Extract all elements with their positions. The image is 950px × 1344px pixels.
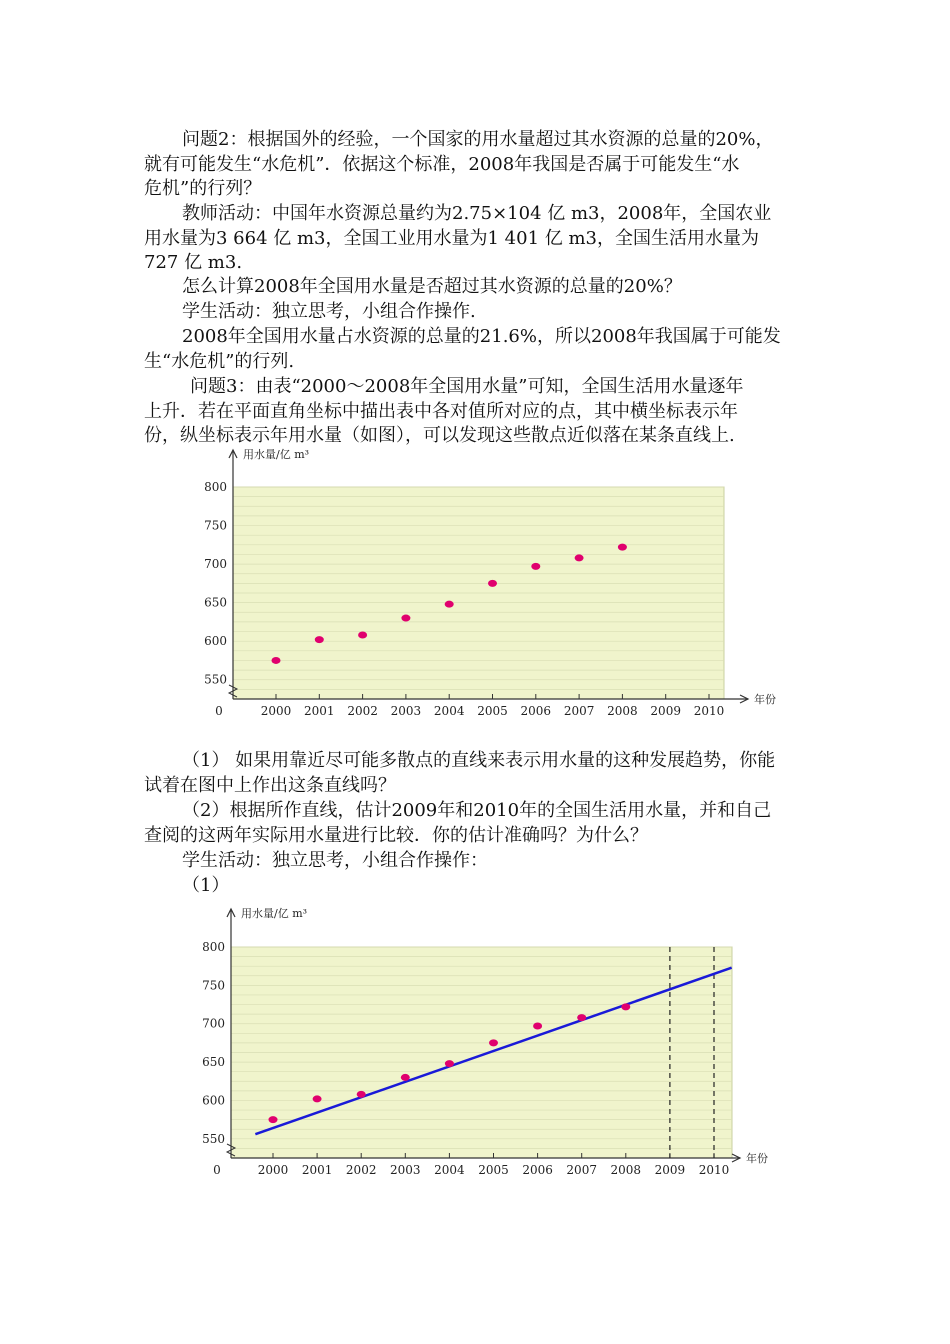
- how-to-compute: [144, 275, 806, 300]
- y-tick-label: 650: [204, 595, 227, 610]
- data-point: [577, 1014, 586, 1021]
- data-point: [445, 1060, 454, 1067]
- x-tick-label: 2005: [477, 704, 508, 718]
- x-tick-label: 2007: [563, 704, 595, 718]
- x-tick-label: 2004: [433, 704, 465, 718]
- x-tick-label: 2009: [650, 704, 681, 718]
- text-line: （1）: [182, 875, 230, 896]
- answer-label-1: [144, 874, 806, 899]
- data-point: [618, 544, 627, 551]
- y-tick-label: 750: [204, 518, 227, 533]
- x-tick-label: 2002: [345, 1163, 377, 1177]
- data-point: [489, 1039, 498, 1046]
- x-tick-label: 2000: [257, 1163, 289, 1177]
- x-tick-label: 2006: [522, 1163, 553, 1177]
- scatter-chart-water-usage: [200, 446, 780, 726]
- y-axis-title: 用水量/亿 m³: [243, 448, 310, 461]
- y-tick-label: 600: [204, 634, 227, 649]
- data-point: [401, 615, 410, 622]
- x-tick-label: 2001: [301, 1163, 333, 1177]
- x-tick-label: 2008: [607, 704, 638, 718]
- text-line: 学生活动：独立思考，小组合作操作：: [182, 850, 488, 871]
- x-tick-label: 2003: [390, 704, 422, 718]
- sub-question-2: [144, 799, 806, 848]
- data-point: [533, 1023, 542, 1030]
- text-line: 危机”的行列？: [144, 178, 262, 199]
- data-point: [358, 632, 367, 639]
- x-tick-label: 2006: [520, 704, 552, 718]
- text-line: （2）根据所作直线，估计2009年和2010年的全国生活用水量，并和自己: [182, 800, 772, 821]
- origin-label: 0: [213, 1163, 221, 1177]
- text-line: 用水量为3 664 亿 m3，全国工业用水量为1 401 亿 m3，全国生活用水量为: [144, 227, 759, 249]
- text-line: 问题2：根据国外的经验，一个国家的用水量超过其水资源的总量的20%，: [182, 129, 774, 150]
- data-point: [445, 601, 454, 608]
- scatter-chart-with-trend-line: [200, 905, 780, 1185]
- data-point: [488, 580, 497, 587]
- text-line: 问题3：由表“2000～2008年全国用水量”可知，全国生活用水量逐年: [190, 376, 744, 397]
- data-point: [315, 636, 324, 643]
- text-line: 查阅的这两年实际用水量进行比较．你的估计准确吗？为什么？: [144, 824, 648, 846]
- x-tick-label: 2008: [610, 1163, 642, 1177]
- data-point: [575, 554, 584, 561]
- student-activity-1: [144, 300, 806, 325]
- text-line: 生“水危机”的行列.: [144, 350, 295, 372]
- text-line: 2008年全国用水量占水资源的总量的21.6%，所以2008年我国属于可能发: [182, 326, 781, 347]
- y-tick-label: 700: [202, 1016, 225, 1031]
- y-tick-label: 700: [204, 557, 227, 572]
- y-tick-label: 650: [202, 1055, 225, 1070]
- question-3: [144, 375, 806, 449]
- x-tick-label: 2010: [698, 1163, 730, 1177]
- text-line: 学生活动：独立思考，小组合作操作.: [182, 301, 476, 322]
- answer-paragraph: [144, 325, 806, 374]
- data-point: [272, 657, 281, 664]
- x-tick-label: 2001: [304, 704, 335, 718]
- question-2: [144, 128, 806, 202]
- data-point: [313, 1095, 322, 1102]
- text-line: 试着在图中上作出这条直线吗？: [144, 774, 396, 796]
- text-line: 就有可能发生“水危机”．依据这个标准，2008年我国是否属于可能发生“水: [144, 153, 740, 175]
- y-tick-label: 800: [202, 940, 225, 954]
- x-tick-label: 2005: [478, 1163, 509, 1177]
- x-tick-label: 2002: [347, 704, 378, 718]
- text-line: 上升．若在平面直角坐标中描出表中各对值所对应的点，其中横坐标表示年: [144, 400, 738, 422]
- data-point: [357, 1091, 366, 1098]
- y-tick-label: 600: [202, 1093, 225, 1108]
- text-line: 份，纵坐标表示年用水量（如图），可以发现这些散点近似落在某条直线上.: [144, 425, 735, 446]
- student-activity-2: [144, 849, 806, 874]
- text-line: 教师活动：中国年水资源总量约为2.75×104 亿 m3，2008年，全国农业: [182, 203, 772, 224]
- data-point: [621, 1003, 630, 1010]
- data-point: [269, 1116, 278, 1123]
- text-line: 727 亿 m3.: [144, 252, 243, 273]
- text-line: （1） 如果用靠近尽可能多散点的直线来表示用水量的这种发展趋势，你能: [182, 750, 776, 771]
- x-tick-label: 2000: [260, 704, 292, 718]
- x-tick-label: 2003: [390, 1163, 421, 1177]
- y-tick-label: 550: [202, 1131, 225, 1146]
- x-tick-label: 2004: [434, 1163, 465, 1177]
- x-tick-label: 2007: [566, 1163, 597, 1177]
- y-tick-label: 750: [202, 978, 225, 993]
- data-point: [531, 563, 540, 570]
- sub-question-1: [144, 749, 806, 798]
- x-tick-label: 2009: [654, 1163, 686, 1177]
- x-axis-title: 年份: [746, 1152, 768, 1165]
- y-tick-label: 550: [204, 672, 227, 687]
- y-axis-title: 用水量/亿 m³: [241, 907, 308, 920]
- teacher-activity: [144, 202, 806, 276]
- text-line: 怎么计算2008年全国用水量是否超过其水资源的总量的20%？: [182, 276, 682, 297]
- y-tick-label: 800: [204, 480, 227, 494]
- x-tick-label: 2010: [693, 704, 725, 718]
- data-point: [401, 1074, 410, 1081]
- origin-label: 0: [215, 704, 223, 718]
- x-axis-title: 年份: [754, 693, 776, 706]
